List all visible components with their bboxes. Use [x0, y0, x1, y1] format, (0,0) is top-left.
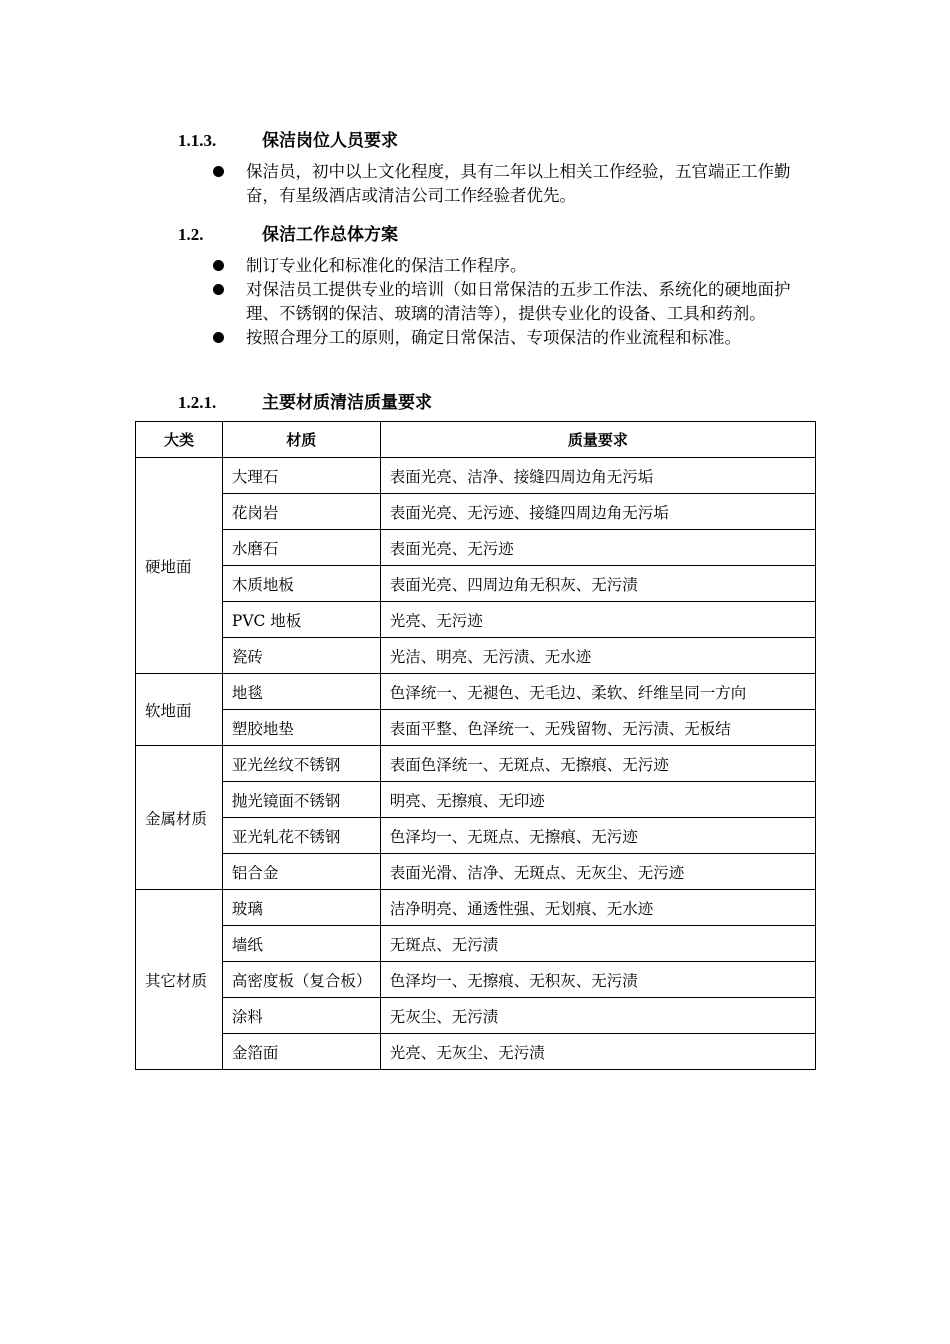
table-row	[136, 854, 816, 890]
category-cell: 硬地面	[136, 458, 223, 674]
bullet-icon	[212, 254, 246, 278]
table-row	[136, 962, 816, 998]
material-cell: PVC 地板	[222, 602, 380, 638]
material-cell: 花岗岩	[222, 494, 380, 530]
table-row	[136, 926, 816, 962]
requirement-cell: 光亮、无污迹	[380, 602, 815, 638]
table-row	[136, 494, 816, 530]
material-cell: 木质地板	[222, 566, 380, 602]
material-cell: 地毯	[222, 674, 380, 710]
section-number: 1.2.	[178, 225, 204, 244]
material-cell: 玻璃	[222, 890, 380, 926]
bullet-icon	[212, 278, 246, 326]
material-cell: 涂料	[222, 998, 380, 1034]
table-row	[136, 602, 816, 638]
bullet-list-general-plan	[212, 254, 812, 350]
table-row	[136, 710, 816, 746]
header-category: 大类	[136, 422, 223, 458]
table-row	[136, 638, 816, 674]
material-cell: 墙纸	[222, 926, 380, 962]
list-item	[212, 160, 812, 208]
material-cell: 高密度板（复合板）	[222, 962, 380, 998]
table-row	[136, 818, 816, 854]
requirement-cell: 表面光滑、洁净、无斑点、无灰尘、无污迹	[380, 854, 815, 890]
material-cell: 大理石	[222, 458, 380, 494]
table-body	[136, 458, 816, 1070]
section-title: 保洁工作总体方案	[262, 225, 398, 245]
bullet-icon	[212, 326, 246, 350]
table-header-row	[136, 422, 816, 458]
table-row	[136, 458, 816, 494]
material-cell: 塑胶地垫	[222, 710, 380, 746]
list-item	[212, 278, 812, 326]
header-requirement: 质量要求	[380, 422, 815, 458]
list-item-text: 对保洁员工提供专业的培训（如日常保洁的五步工作法、系统化的硬地面护理、不锈钢的保洁、玻璃的清洁等），提供专业化的设备、工具和药剂。	[246, 280, 791, 323]
section-number: 1.2.1.	[178, 393, 217, 412]
category-cell: 其它材质	[136, 890, 223, 1070]
quality-requirements-table	[135, 421, 816, 1070]
table-row	[136, 530, 816, 566]
requirement-cell: 无灰尘、无污渍	[380, 998, 815, 1034]
table-row	[136, 890, 816, 926]
requirement-cell: 明亮、无擦痕、无印迹	[380, 782, 815, 818]
material-cell: 抛光镜面不锈钢	[222, 782, 380, 818]
section-number: 1.1.3.	[178, 131, 217, 150]
section-heading-1-2-1	[178, 388, 432, 413]
requirement-cell: 色泽均一、无斑点、无擦痕、无污迹	[380, 818, 815, 854]
requirement-cell: 洁净明亮、通透性强、无划痕、无水迹	[380, 890, 815, 926]
requirement-cell: 表面光亮、洁净、接缝四周边角无污垢	[380, 458, 815, 494]
category-cell: 软地面	[136, 674, 223, 746]
material-cell: 瓷砖	[222, 638, 380, 674]
requirement-cell: 表面光亮、无污迹	[380, 530, 815, 566]
list-item-text: 制订专业化和标准化的保洁工作程序。	[246, 256, 527, 275]
requirement-cell: 表面光亮、四周边角无积灰、无污渍	[380, 566, 815, 602]
material-cell: 水磨石	[222, 530, 380, 566]
requirement-cell: 表面平整、色泽统一、无残留物、无污渍、无板结	[380, 710, 815, 746]
category-cell: 金属材质	[136, 746, 223, 890]
table-row	[136, 566, 816, 602]
section-heading-1-2	[178, 220, 398, 245]
bullet-icon	[212, 160, 246, 208]
section-title: 主要材质清洁质量要求	[262, 393, 432, 413]
table-row	[136, 674, 816, 710]
requirement-cell: 表面光亮、无污迹、接缝四周边角无污垢	[380, 494, 815, 530]
table-row	[136, 1034, 816, 1070]
requirement-cell: 光亮、无灰尘、无污渍	[380, 1034, 815, 1070]
requirement-cell: 色泽均一、无擦痕、无积灰、无污渍	[380, 962, 815, 998]
section-heading-1-1-3	[178, 126, 398, 151]
header-material: 材质	[222, 422, 380, 458]
material-cell: 金箔面	[222, 1034, 380, 1070]
list-item	[212, 326, 812, 350]
list-item-text: 按照合理分工的原则，确定日常保洁、专项保洁的作业流程和标准。	[246, 328, 741, 347]
section-title: 保洁岗位人员要求	[262, 131, 398, 151]
list-item	[212, 254, 812, 278]
requirement-cell: 色泽统一、无褪色、无毛边、柔软、纤维呈同一方向	[380, 674, 815, 710]
list-item-text: 保洁员，初中以上文化程度，具有二年以上相关工作经验，五官端正工作勤奋，有星级酒店或清洁公司工作经验者优先。	[246, 162, 791, 205]
table-row	[136, 998, 816, 1034]
requirement-cell: 无斑点、无污渍	[380, 926, 815, 962]
bullet-list-staff-requirements	[212, 160, 812, 208]
material-cell: 铝合金	[222, 854, 380, 890]
requirement-cell: 表面色泽统一、无斑点、无擦痕、无污迹	[380, 746, 815, 782]
table-row	[136, 782, 816, 818]
material-cell: 亚光丝纹不锈钢	[222, 746, 380, 782]
table-row	[136, 746, 816, 782]
material-cell: 亚光轧花不锈钢	[222, 818, 380, 854]
requirement-cell: 光洁、明亮、无污渍、无水迹	[380, 638, 815, 674]
